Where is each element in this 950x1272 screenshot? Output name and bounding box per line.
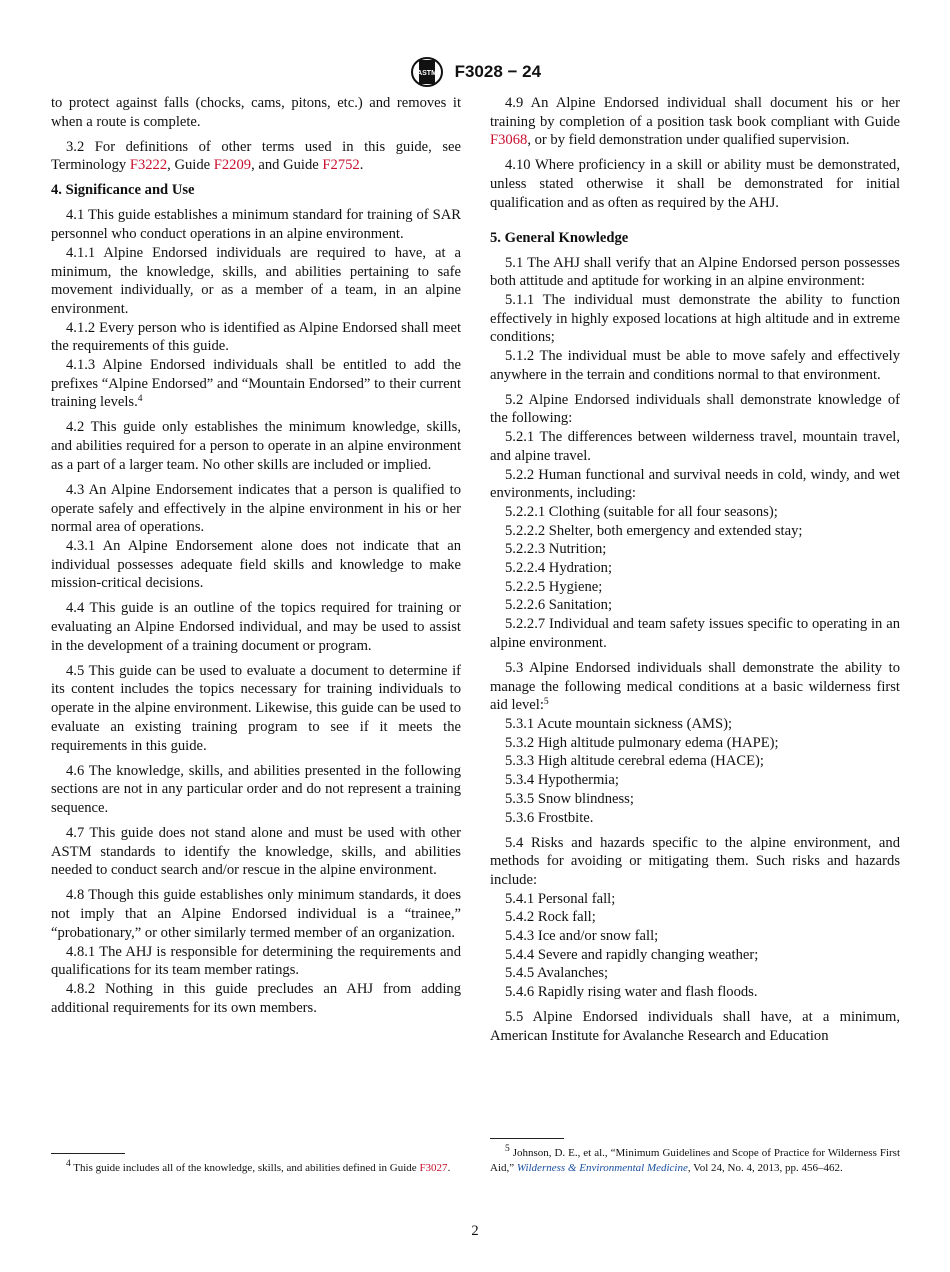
paragraph-4-3: 4.3 An Alpine Endorsement indicates that a person is qualified to operate safely and effectively in the alpine environment in his or her normal area of operations. <box>51 481 461 536</box>
footnote-4: $^4$ This guide includes all of the knowledge, skills, and abilities defined in Guide F3027. <box>51 1153 461 1176</box>
paragraph-3-2: 3.2 For definitions of other terms used in this guide, see Terminology F3222, Guide F2209, and Guide F2752. <box>51 138 461 174</box>
list-item-5-3-6: 5.3.6 Frostbite. <box>505 809 594 826</box>
footnote-4-marker[interactable]: 4 <box>137 394 143 405</box>
list-item-5-2-2-3: 5.2.2.3 Nutrition; <box>505 541 607 558</box>
list-item-5-3-5: 5.3.5 Snow blindness; <box>505 790 634 807</box>
paragraph-4-3-1: 4.3.1 An Alpine Endorsement alone does not indicate that an individual possesses adequate field skills and knowledge to make mission-critical decisions. <box>51 537 461 592</box>
section-5-heading: 5. General Knowledge <box>490 229 629 246</box>
list-item-5-4-5: 5.4.5 Avalanches; <box>505 965 609 982</box>
svg-text:ASTM: ASTM <box>417 70 437 77</box>
section-4-heading: 4. Significance and Use <box>51 182 195 199</box>
footnote-divider <box>51 1153 125 1154</box>
paragraph-4-7: 4.7 This guide does not stand alone and must be used with other ASTM standards to identify the knowledge, skills, and abilities needed to conduct search and/or rescue in the alpine environment. <box>51 824 461 879</box>
ref-f3068-link[interactable]: F3068 <box>490 132 528 149</box>
paragraph-continued: to protect against falls (chocks, cams, pitons, etc.) and removes it when a route is complete. <box>51 95 461 130</box>
footnote-5: $^5$ Johnson, D. E., et al., “Minimum Guidelines and Scope of Practice for Wilderness First Aid,” Wilderness & Environmental Medicine, Vol 24, No. 4, 2013, pp. 456–462. <box>490 1138 900 1176</box>
left-column <box>51 94 461 1017</box>
standard-designation: F3028 − 24 <box>454 61 542 81</box>
paragraph-4-1-1: 4.1.1 Alpine Endorsed individuals are required to have, at a minimum, the knowledge, skills, and abilities pertaining to safe movement individually, or as a member of a team, in an alpine environment. <box>51 244 461 317</box>
list-item-5-4-2: 5.4.2 Rock fall; <box>505 909 596 926</box>
page-header <box>0 56 950 88</box>
list-item-5-4-3: 5.4.3 Ice and/or snow fall; <box>505 928 659 945</box>
list-item-5-3-3: 5.3.3 High altitude cerebral edema (HACE); <box>505 753 764 770</box>
list-item-5-3-1: 5.3.1 Acute mountain sickness (AMS); <box>505 715 732 732</box>
paragraph-5-1-1: 5.1.1 The individual must demonstrate the ability to function effectively in highly exposed locations at high altitude and in extreme conditions; <box>490 291 900 346</box>
paragraph-5-2-1: 5.2.1 The differences between wilderness travel, mountain travel, and alpine travel. <box>490 429 900 464</box>
footnote-divider <box>490 1138 564 1139</box>
paragraph-4-5: 4.5 This guide can be used to evaluate a document to determine if its content includes the topics necessary for training individuals to operate in the alpine environment. Likewise, this guide can be used to evaluate an existing training program to see if it meets the requirements in this guide. <box>51 662 461 754</box>
paragraph-5-5: 5.5 Alpine Endorsed individuals shall have, at a minimum, American Institute for Avalanche Research and Education <box>490 1009 900 1044</box>
journal-link[interactable]: Wilderness & Environmental Medicine <box>516 1162 688 1174</box>
list-item-5-2-2-2: 5.2.2.2 Shelter, both emergency and extended stay; <box>505 522 803 539</box>
right-column <box>490 94 900 1046</box>
list-item-5-2-2-5: 5.2.2.5 Hygiene; <box>505 578 603 595</box>
ref-f3027-link[interactable]: F3027 <box>419 1162 448 1174</box>
paragraph-5-1-2: 5.1.2 The individual must be able to move safely and effectively anywhere in the terrain and conditions normal to that environment. <box>490 348 900 383</box>
list-item-5-3-2: 5.3.2 High altitude pulmonary edema (HAPE); <box>505 734 779 751</box>
paragraph-5-1: 5.1 The AHJ shall verify that an Alpine Endorsed person possesses both attitude and aptitude for working in an alpine environment: <box>490 254 900 290</box>
paragraph-4-4: 4.4 This guide is an outline of the topics required for training or evaluating an Alpine Endorsed individual, and may be used to assist in the development of a training document or program. <box>51 600 461 654</box>
list-item-5-2-2-4: 5.2.2.4 Hydration; <box>505 560 613 577</box>
paragraph-4-1-2: 4.1.2 Every person who is identified as Alpine Endorsed shall meet the requirements of this guide. <box>51 319 461 355</box>
paragraph-5-3: 5.3 Alpine Endorsed individuals shall demonstrate the ability to manage the following medical conditions at a basic wilderness first aid level:$^5$ <box>490 659 900 714</box>
page-number: 2 <box>471 1223 479 1239</box>
ref-f2752-link[interactable]: F2752 <box>322 157 360 174</box>
paragraph-5-2: 5.2 Alpine Endorsed individuals shall demonstrate knowledge of the following: <box>490 391 900 427</box>
list-item-5-4-1: 5.4.1 Personal fall; <box>505 890 616 907</box>
astm-logo-icon <box>409 56 445 88</box>
paragraph-5-2-2-7: 5.2.2.7 Individual and team safety issues specific to operating in an alpine environment. <box>490 616 900 651</box>
paragraph-4-6: 4.6 The knowledge, skills, and abilities presented in the following sections are not in any particular order and do not represent a training sequence. <box>51 762 461 816</box>
paragraph-4-10: 4.10 Where proficiency in a skill or ability must be demonstrated, unless stated otherwise it shall be demonstrated for initial qualification and as often as required by the AHJ. <box>490 157 900 211</box>
paragraph-4-8: 4.8 Though this guide establishes only minimum standards, it does not imply that an Alpine Endorsed individual is a “trainee,” “probationary,” or other similarly termed member of an organization. <box>51 887 461 941</box>
ref-f2209-link[interactable]: F2209 <box>213 157 252 174</box>
paragraph-5-4: 5.4 Risks and hazards specific to the alpine environment, and methods for avoiding or mitigating them. Such risks and hazards include: <box>490 834 900 888</box>
paragraph-4-1: 4.1 This guide establishes a minimum standard for training of SAR personnel who conduct operations in an alpine environment. <box>51 207 461 243</box>
list-item-5-4-6: 5.4.6 Rapidly rising water and flash floods. <box>505 984 758 1001</box>
list-item-5-3-4: 5.3.4 Hypothermia; <box>505 772 619 789</box>
paragraph-4-8-1: 4.8.1 The AHJ is responsible for determining the requirements and qualifications for its team member ratings. <box>51 943 461 979</box>
paragraph-4-8-2: 4.8.2 Nothing in this guide precludes an AHJ from adding additional requirements for its own members. <box>51 980 461 1016</box>
footnote-5-marker[interactable]: 5 <box>543 697 549 708</box>
paragraph-4-1-3: 4.1.3 Alpine Endorsed individuals shall be entitled to add the prefixes “Alpine Endorsed” and “Mountain Endorsed” to their current training levels.$^4$ <box>51 357 461 411</box>
list-item-5-2-2-6: 5.2.2.6 Sanitation; <box>505 597 613 614</box>
paragraph-4-9: 4.9 An Alpine Endorsed individual shall document his or her training by completion of a position task book compliant with Guide F3068, or by field demonstration under qualified supervision. <box>490 95 900 149</box>
ref-f3222-link[interactable]: F3222 <box>129 157 168 174</box>
paragraph-4-2: 4.2 This guide only establishes the minimum knowledge, skills, and abilities required for a person to operate in an alpine environment as a part of a larger team. No other skills are included or implied. <box>51 419 461 473</box>
list-item-5-4-4: 5.4.4 Severe and rapidly changing weather; <box>505 946 759 963</box>
list-item-5-2-2-1: 5.2.2.1 Clothing (suitable for all four seasons); <box>505 503 778 520</box>
paragraph-5-2-2: 5.2.2 Human functional and survival needs in cold, windy, and wet environments, including: <box>490 466 900 502</box>
